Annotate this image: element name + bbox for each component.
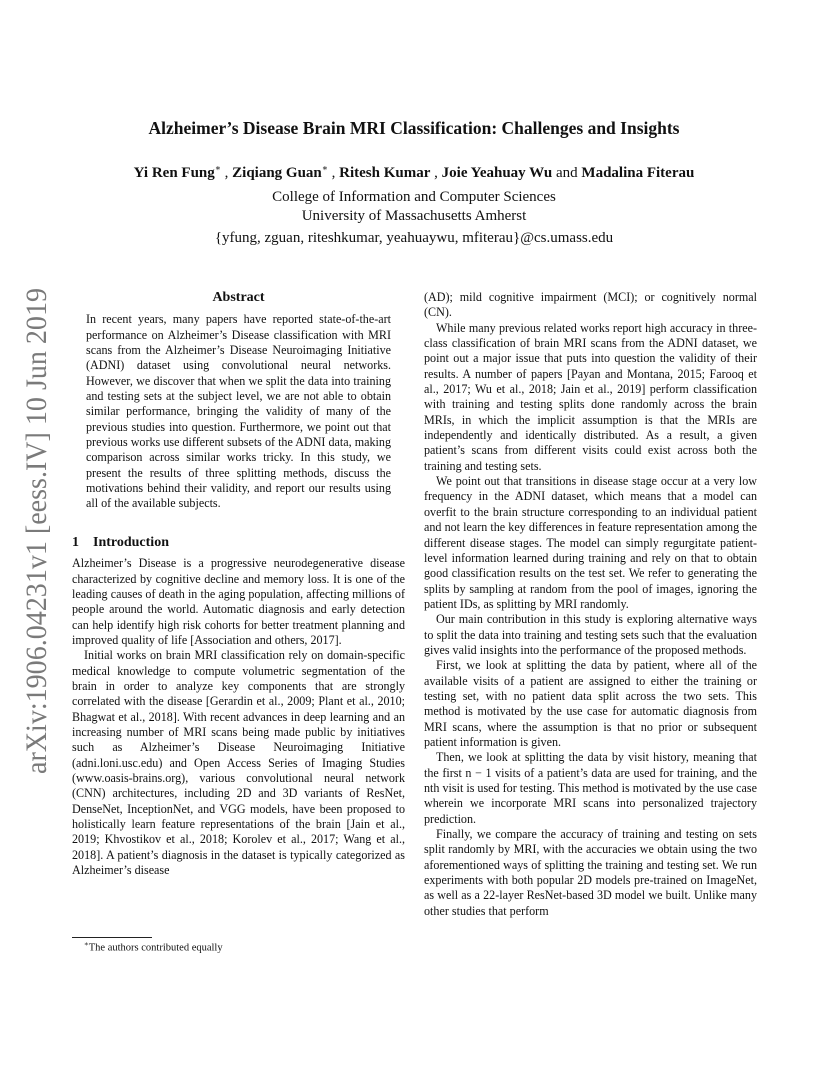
author-name: Madalina Fiterau	[581, 165, 695, 181]
abstract-text: In recent years, many papers have reported state-of-the-art performance on Alzheimer’s Disease classification with MRI scans from the Alzheimer’s Disease Neuroimaging Initiative (ADNI) dataset using convolutional neural networks. However, we discover that when we split the data into training and testing sets at the subject level, we are not able to obtain similar performance, bringing the validity of many of the previous studies into question. Furthermore, we point out that previous works use different subsets of the ADNI data, making comparison across similar works tricky. In this study, we present the results of three splitting methods, discuss the motivations behind their validity, and report our results using all of the available subjects.	[86, 312, 391, 511]
intro-paragraph-2: Initial works on brain MRI classification rely on domain-specific medical knowledge to compute volumetric segmentation of the brain in order to analyze key components that are strongly correlated with the disease [Gerardin et al., 2009; Plant et al., 2010; Bhagwat et al., 2018]. With recent advances in deep learning and an increasing number of MRI scans being made public by initiatives such as Alzheimer’s Disease Neuroimaging Initiative (adni.loni.usc.edu) and Open Access Series of Imaging Studies (www.oasis-brains.org), various convolutional neural network (CNN) architectures, including 2D and 3D variants of ResNet, DenseNet, InceptionNet, and VGG models, have been proposed to holistically learn feature representations of the brain [Jain et al., 2019; Khvostikov et al., 2018; Korolev et al., 2017; Wang et al., 2018]. A patient’s diagnosis in the dataset is typically categorized as Alzheimer’s disease	[72, 648, 405, 878]
intro-paragraph-1: Alzheimer’s Disease is a progressive neurodegenerative disease characterized by cognitive decline and memory loss. It is one of the leading causes of death in the aging population, affecting millions of people around the world. Automatic diagnosis and early detection can help identify high risk cohorts for better treatment planning and improved quality of life [Association and others, 2017].	[72, 556, 405, 647]
right-paragraph-4: First, we look at splitting the data by patient, where all of the available visits of a patient are assigned to either the training or testing set, with no patient data split across the two sets. This method is motivated by the use case for automatic diagnosis from MRI scans, where the assumption is that no prior or subsequent patient information is given.	[424, 658, 757, 749]
paper-title: Alzheimer’s Disease Brain MRI Classification: Challenges and Insights	[148, 118, 680, 138]
right-paragraph-3: Our main contribution in this study is exploring alternative ways to split the data into training and testing sets such that the evaluation gives valid insights into the performance of the proposed methods.	[424, 612, 757, 657]
equal-contribution-mark: ∗	[321, 163, 328, 173]
footnote-mark: ∗	[84, 940, 89, 948]
footnote-text: The authors contributed equally	[88, 942, 223, 954]
right-paragraph-0: (AD); mild cognitive impairment (MCI); or cognitively normal (CN).	[424, 290, 757, 320]
right-paragraph-1: While many previous related works report high accuracy in three-class classification of brain MRI scans from the ADNI dataset, we point out a major issue that puts into question the validity of their results. A number of papers [Payan and Montana, 2015; Farooq et al., 2017; Wu et al., 2018; Jain et al., 2019] perform classification with training and testing splits done randomly across the brain MRIs, in which the implicit assumption is that the MRIs are independently and identically distributed. As a result, a given patient’s scans from different visits could exist across both the training and testing sets.	[424, 320, 757, 473]
affiliation-emails: {yfung, zguan, riteshkumar, yeahuaywu, mfiterau}@cs.umass.edu	[214, 230, 614, 246]
abstract-heading: Abstract	[212, 290, 265, 305]
section-heading-introduction	[72, 535, 405, 550]
footnote	[84, 940, 223, 954]
abstract-body	[86, 312, 391, 511]
arxiv-id-text: arXiv:1906.04231v1 [eess.IV] 10 Jun 2019	[20, 288, 53, 774]
arxiv-identifier	[14, 288, 56, 774]
author-separator: and	[552, 165, 582, 181]
right-column	[424, 290, 757, 919]
footnote-rule	[72, 937, 152, 938]
left-column	[72, 290, 405, 878]
author-list	[70, 163, 758, 182]
author-name: Joie Yeahuay Wu	[441, 165, 553, 181]
right-paragraph-2: We point out that transitions in disease stage occur at a very low frequency in the ADNI dataset, which means that a model can overfit to the brain structure corresponding to an individual patient and not learn the key differences in feature representation among the different disease stages. The model can simply regurgitate patient-level information learned during training and rely on that to obtain good classification results on the test set. We refer to generating the splits by sampling at random from the pool of images, ignoring the patient IDs, as splitting by MRI randomly.	[424, 474, 757, 611]
section-title: Introduction	[93, 534, 169, 550]
affiliation-college: College of Information and Computer Sciences	[272, 189, 556, 205]
author-separator: ,	[327, 165, 340, 181]
author-name: Yi Ren Fung	[133, 165, 215, 181]
author-separator: ,	[430, 165, 442, 181]
right-paragraph-5: Then, we look at splitting the data by visit history, meaning that the first n − 1 visits of a patient’s data are used for training, and the nth visit is used for testing. This method is motivated by the use case wherein we incorporate MRI scans into personalized trajectory prediction.	[424, 750, 757, 826]
equal-contribution-mark: ∗	[214, 163, 221, 173]
affiliation-university: University of Massachusetts Amherst	[301, 208, 527, 224]
author-separator: ,	[220, 165, 233, 181]
section-number: 1	[72, 534, 79, 550]
author-name: Ziqiang Guan	[232, 165, 322, 181]
right-paragraph-6: Finally, we compare the accuracy of training and testing on sets split randomly by MRI, with the accuracies we obtain using the two aforementioned ways of splitting the training and testing set. We run experiments with both popular 2D models pre-trained on ImageNet, as well as a 22-layer ResNet-based 3D model we built. Unlike many other studies that perform	[424, 827, 757, 918]
author-name: Ritesh Kumar	[339, 165, 431, 181]
